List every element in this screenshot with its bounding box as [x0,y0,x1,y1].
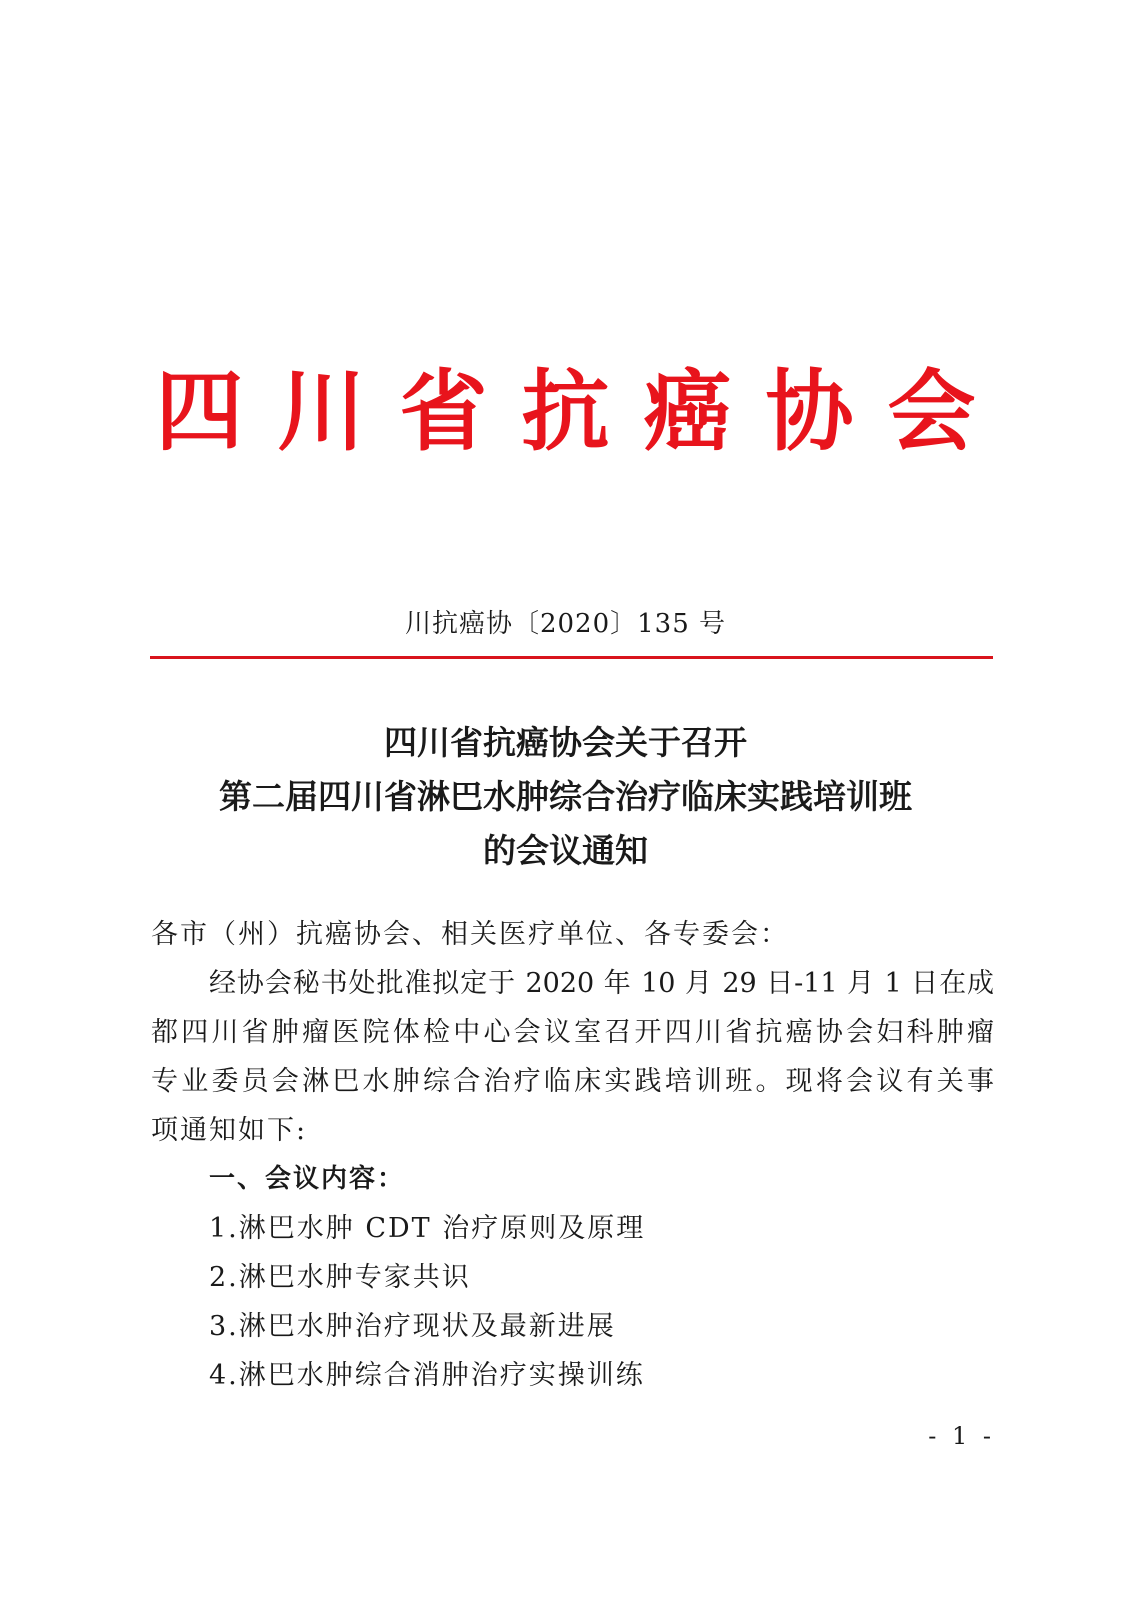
section-heading: 一、会议内容： [209,1164,406,1194]
document-number: 川抗癌协〔2020〕135 号 [404,609,727,639]
red-divider-line [150,656,993,659]
title-line-1: 四川省抗癌协会关于召开 [384,723,747,762]
paragraph-line-1: 经协会秘书处批准拟定于 2020 年 10 月 29 日-11 月 1 日在成 [209,968,994,999]
paragraph-line-3: 专业委员会淋巴水肿综合治疗临床实践培训班。现将会议有关事 [151,1066,994,1097]
list-item: 1.淋巴水肿 CDT 治疗原则及原理 [209,1213,646,1244]
list-item: 3.淋巴水肿治疗现状及最新进展 [209,1311,616,1342]
page-number: - 1 - [928,1422,995,1450]
organization-masthead: 四川省抗癌协会 [155,360,1010,463]
notice-title [0,716,1131,878]
title-line-3: 的会议通知 [483,831,648,870]
list-item: 4.淋巴水肿综合消肿治疗实操训练 [209,1360,645,1391]
title-line-2: 第二届四川省淋巴水肿综合治疗临床实践培训班 [219,777,912,816]
list-item: 2.淋巴水肿专家共识 [209,1262,471,1293]
paragraph-line-2: 都四川省肿瘤医院体检中心会议室召开四川省抗癌协会妇科肿瘤 [151,1017,994,1048]
paragraph-line-4: 项通知如下: [151,1115,308,1146]
salutation: 各市（州）抗癌协会、相关医疗单位、各专委会： [151,919,789,950]
notice-body [151,910,994,1400]
